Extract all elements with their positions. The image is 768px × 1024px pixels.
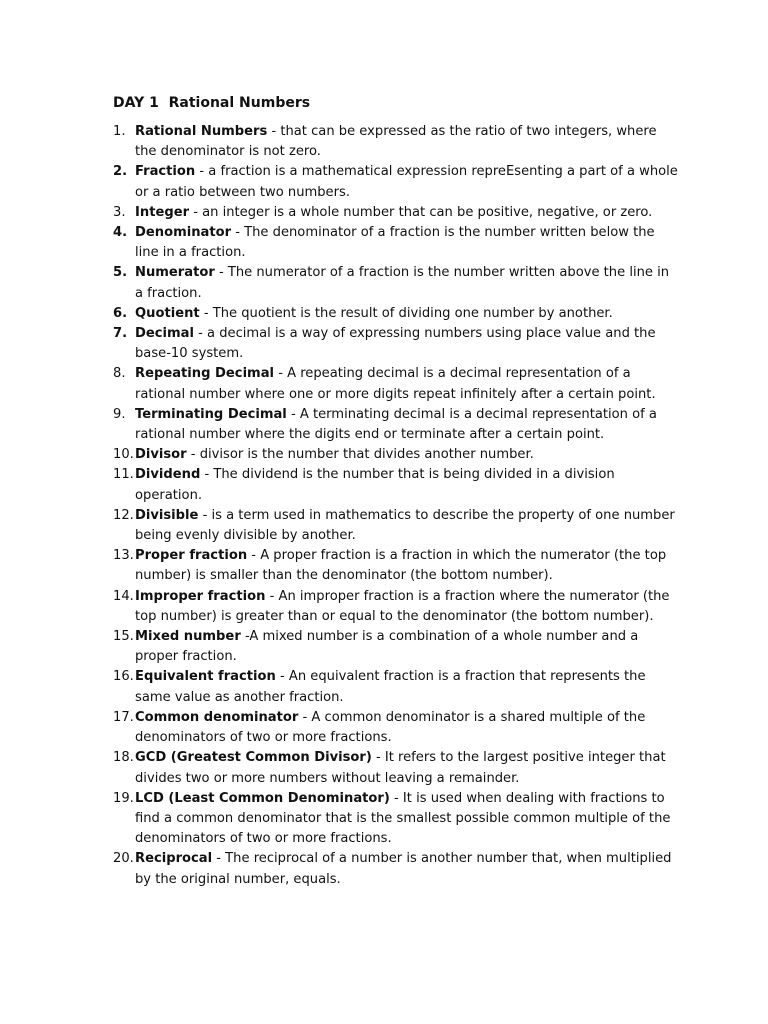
- term-name: Dividend: [135, 467, 201, 483]
- item-number: 4.: [113, 225, 128, 241]
- term-name: Terminating Decimal: [135, 406, 287, 422]
- page-title: DAY 1 Rational Numbers: [113, 95, 311, 111]
- list-item: [0, 627, 680, 667]
- term-name: Quotient: [135, 305, 200, 321]
- list-item: [0, 546, 680, 586]
- term-definition: - that can be expressed as the ratio of two integers, where the denominator is not zero.: [135, 124, 657, 160]
- list-item: [0, 304, 680, 324]
- item-number: 19.: [113, 790, 134, 806]
- term-name: Proper fraction: [135, 548, 248, 564]
- term-definition: - The denominator of a fraction is the number written below the line in a fraction.: [135, 225, 655, 261]
- term-definition: - An improper fraction is a fraction where the numerator (the top number) is greater than or equal to the denominator (the bottom number).: [135, 588, 670, 624]
- term-definition: - an integer is a whole number that can be positive, negative, or zero.: [189, 204, 653, 220]
- list-item: [0, 405, 680, 445]
- term-name: Mixed number: [135, 629, 241, 645]
- term-name: Numerator: [135, 265, 215, 281]
- term-definition: - A proper fraction is a fraction in which the numerator (the top number) is smaller than the denominator (the bottom number).: [135, 548, 667, 584]
- item-number: 18.: [113, 750, 134, 766]
- item-number: 9.: [113, 406, 126, 422]
- term-definition: - An equivalent fraction is a fraction that represents the same value as another fraction.: [135, 669, 646, 705]
- term-name: Integer: [135, 204, 190, 220]
- item-number: 20.: [113, 851, 134, 867]
- item-number: 1.: [113, 124, 126, 139]
- term-name: Repeating Decimal: [135, 366, 275, 382]
- item-number: 16.: [113, 669, 134, 685]
- item-number: 15.: [113, 629, 134, 645]
- list-item: [0, 748, 680, 788]
- term-definition: - The reciprocal of a number is another number that, when multiplied by the original number, equals.: [135, 851, 672, 887]
- list-item: [0, 587, 680, 627]
- term-definition: -A mixed number is a combination of a whole number and a proper fraction.: [135, 629, 639, 665]
- term-name: Rational Numbers: [135, 124, 268, 139]
- list-item: [0, 223, 680, 263]
- item-number: 11.: [113, 467, 134, 483]
- list-item: [0, 506, 680, 546]
- term-name: Divisible: [135, 507, 199, 523]
- list-item: [0, 324, 680, 364]
- term-definition: - A repeating decimal is a decimal representation of a rational number where one or more digits repeat infinitely after a certain point.: [135, 366, 656, 402]
- item-number: 7.: [113, 326, 128, 342]
- list-item: [0, 162, 680, 202]
- item-number: 2.: [113, 164, 128, 180]
- list-item: [0, 667, 680, 707]
- item-number: 5.: [113, 265, 128, 281]
- list-item: [0, 789, 680, 850]
- term-name: GCD (Greatest Common Divisor): [135, 750, 372, 766]
- term-definition: - It refers to the largest positive integer that divides two or more numbers without leaving a remainder.: [135, 750, 666, 786]
- list-item: [0, 364, 680, 404]
- term-list: [0, 122, 768, 890]
- term-definition: - A terminating decimal is a decimal representation of a rational number where the digits end or terminate after a certain point.: [135, 406, 657, 443]
- term-name: Common denominator: [135, 709, 299, 725]
- term-definition: - The quotient is the result of dividing one number by another.: [199, 305, 613, 321]
- term-definition: - divisor is the number that divides another number.: [186, 447, 534, 463]
- term-definition: - The numerator of a fraction is the number written above the line in a fraction.: [135, 265, 670, 301]
- term-definition: - The dividend is the number that is being divided in a division operation.: [135, 467, 615, 503]
- item-number: 10.: [113, 447, 134, 463]
- term-name: Improper fraction: [135, 588, 266, 604]
- item-number: 12.: [113, 507, 134, 523]
- item-number: 8.: [113, 366, 126, 382]
- list-item: [0, 465, 680, 505]
- item-number: 3.: [113, 204, 126, 220]
- list-item: [0, 203, 680, 223]
- term-name: Denominator: [135, 225, 232, 241]
- term-name: Decimal: [135, 326, 194, 342]
- term-definition: - a decimal is a way of expressing numbers using place value and the base-10 system.: [135, 326, 656, 362]
- item-number: 6.: [113, 305, 128, 321]
- term-name: Divisor: [135, 447, 187, 463]
- list-item: [0, 122, 680, 162]
- item-number: 14.: [113, 588, 134, 604]
- term-name: Equivalent fraction: [135, 669, 276, 685]
- list-item: [0, 263, 680, 303]
- term-definition: - a fraction is a mathematical expression repreEsenting a part of a whole or a ratio between two numbers.: [135, 164, 678, 200]
- item-number: 13.: [113, 548, 134, 564]
- term-name: LCD (Least Common Denominator): [135, 790, 390, 806]
- term-name: Fraction: [135, 164, 196, 180]
- term-definition: - A common denominator is a shared multiple of the denominators of two or more fractions.: [135, 709, 646, 746]
- list-item: [0, 849, 680, 889]
- term-definition: - is a term used in mathematics to describe the property of one number being evenly divisible by another.: [135, 507, 675, 544]
- term-definition: - It is used when dealing with fractions to find a common denominator that is the smallest possible common multiple of the denominators of two or more fractions.: [135, 790, 671, 847]
- list-item: [0, 708, 680, 748]
- term-name: Reciprocal: [135, 851, 213, 867]
- list-item: [0, 445, 680, 465]
- item-number: 17.: [113, 709, 134, 725]
